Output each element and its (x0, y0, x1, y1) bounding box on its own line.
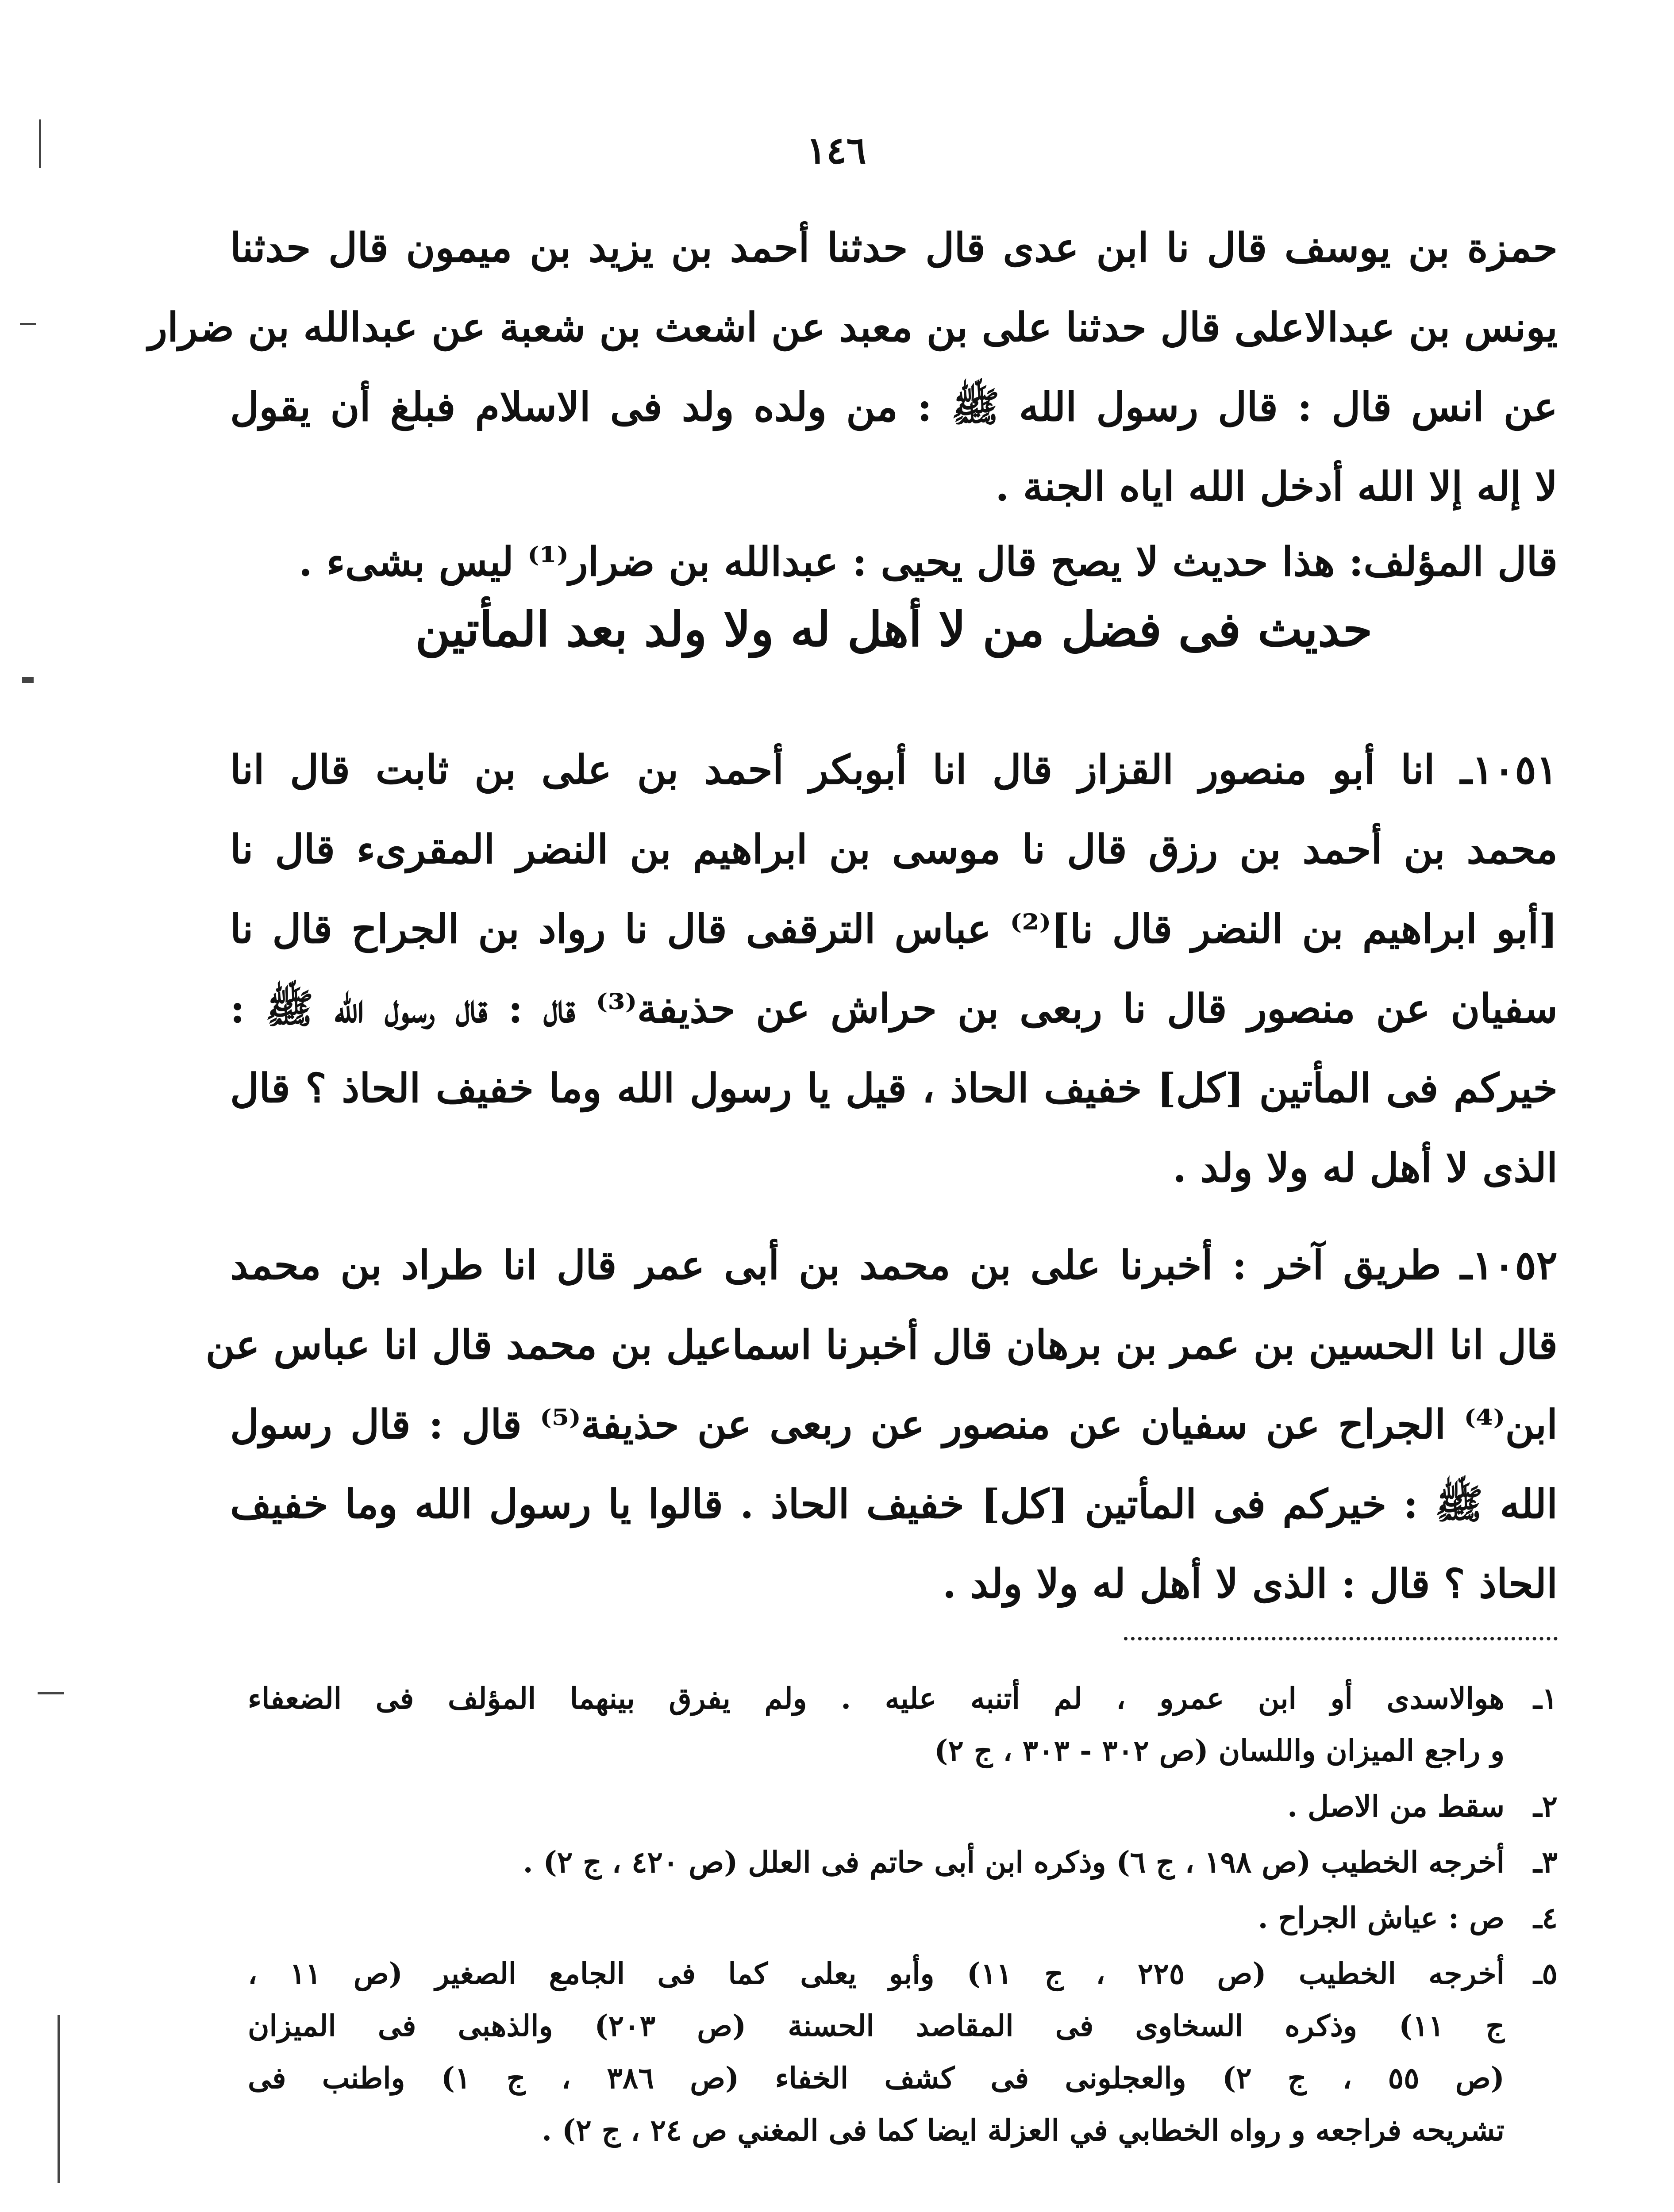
hadith-line: ابن⁽⁴⁾ الجراح عن سفيان عن منصور عن ربعى عن حذيفة⁽⁵⁾ قال : قال رسول (230, 1401, 1558, 1448)
page-number: ١٤٦ (806, 128, 866, 172)
footnote-line: هوالاسدى أو ابن عمرو ، لم أتنبه عليه . ولم يفرق بينهما المؤلف فى الضعفاء (248, 1681, 1505, 1716)
footnote-number: ٥ـ (1533, 1956, 1558, 1991)
author-comment (230, 522, 1558, 602)
footnote-line: تشريحه فراجعه و رواه الخطابي في العزلة ايضا كما فى المغني ص ٢٤ ، ج ٢) . (542, 2113, 1505, 2147)
footnote-number: ٣ـ (1533, 1845, 1558, 1879)
footnote-body (248, 1836, 1505, 1888)
footnote-line: ج ١١) وذكره السخاوى فى المقاصد الحسنة (ص ٢٠٣) والذهبى فى الميزان (248, 2008, 1505, 2043)
paragraph-line: حمزة بن يوسف قال نا ابن عدى قال حدثنا أحمد بن يزيد بن ميمون قال حدثنا (230, 224, 1558, 271)
footnotes (248, 1672, 1558, 2160)
footnote-body (248, 1780, 1505, 1832)
section-heading: حديث فى فضل من لا أهل له ولا ولد بعد المأتين (415, 602, 1373, 657)
hadith-line: سفيان عن منصور قال نا ربعى بن حراش عن حذيفة⁽³⁾ قال : قال رسول الله ﷺ : (230, 985, 1558, 1032)
hadith-line: ١٠٥٢ـ طريق آخر : أخبرنا على بن محمد بن أبى عمر قال انا طراد بن محمد (230, 1242, 1558, 1289)
left-margin-tick-3 (38, 1692, 64, 1694)
left-margin-tick-2 (22, 677, 34, 683)
paragraph-line: لا إله إلا الله أدخل الله اياه الجنة . (995, 463, 1558, 510)
hadith-1051 (230, 730, 1558, 1208)
left-margin-tick-1 (20, 323, 36, 325)
hadith-line: محمد بن أحمد بن رزق قال نا موسى بن ابراهيم بن النضر المقرىء قال نا (230, 826, 1558, 873)
footnote-line: أخرجه الخطيب (ص ١٩٨ ، ج ٦) وذكره ابن أبى حاتم فى العلل (ص ٤٢٠ ، ج ٢) . (523, 1845, 1505, 1879)
footnote-line: و راجع الميزان واللسان (ص ٣٠٢ - ٣٠٣ ، ج ٢) (934, 1733, 1505, 1768)
hadith-line: خيركم فى المأتين [كل] خفيف الحاذ ، قيل يا رسول الله وما خفيف الحاذ ؟ قال (230, 1065, 1558, 1112)
left-margin-rule-top (39, 119, 41, 168)
paragraph-line: عن انس قال : قال رسول الله ﷺ : من ولده ولد فى الاسلام فبلغ أن يقول (230, 384, 1558, 430)
hadith-line: الله ﷺ : خيركم فى المأتين [كل] خفيف الحاذ . قالوا يا رسول الله وما خفيف (230, 1481, 1558, 1528)
hadith-1052 (205, 1225, 1558, 1624)
footnote-number: ٢ـ (1533, 1789, 1558, 1824)
footnote-number: ١ـ (1533, 1681, 1558, 1716)
footnote-separator (1124, 1637, 1558, 1640)
footnote-4 (248, 1892, 1558, 1944)
hadith-line: قال انا الحسين بن عمر بن برهان قال أخبرنا اسماعيل بن محمد قال انا عباس عن (205, 1321, 1558, 1368)
footnote-body (248, 1672, 1505, 1777)
left-margin-rule-bottom (58, 2015, 60, 2183)
footnote-number: ٤ـ (1533, 1901, 1558, 1935)
footnote-line: ص : عياش الجراح . (1258, 1901, 1505, 1935)
hadith-line: [أبو ابراهيم بن النضر قال نا]⁽²⁾ عباس الترقفى قال نا رواد بن الجراح قال نا (230, 906, 1558, 952)
hadith-line: الذى لا أهل له ولا ولد . (1173, 1144, 1558, 1191)
footnote-2 (248, 1780, 1558, 1832)
footnote-1 (248, 1672, 1558, 1777)
footnote-line: أخرجه الخطيب (ص ٢٢٥ ، ج ١١) وأبو يعلى كما فى الجامع الصغير (ص ١١ ، (248, 1956, 1505, 1991)
author-comment-line: قال المؤلف: هذا حديث لا يصح قال يحيى : عبدالله بن ضرار⁽¹⁾ ليس بشىء . (298, 538, 1558, 585)
paragraph-line: يونس بن عبدالاعلى قال حدثنا على بن معبد عن اشعث بن شعبة عن عبدالله بن ضرار (148, 304, 1558, 351)
footnote-body (248, 1947, 1505, 2156)
footnote-3 (248, 1836, 1558, 1888)
footnote-5 (248, 1947, 1558, 2156)
footnote-line: سقط من الاصل . (1287, 1789, 1505, 1824)
hadith-line: الحاذ ؟ قال : الذى لا أهل له ولا ولد . (942, 1560, 1558, 1607)
footnote-line: (ص ٥٥ ، ج ٢) والعجلونى فى كشف الخفاء (ص ٣٨٦ ، ج ١) واطنب فى (248, 2061, 1505, 2095)
hadith-line: ١٠٥١ـ انا أبو منصور القزاز قال انا أبوبكر أحمد بن على بن ثابت قال انا (230, 746, 1558, 793)
footnote-body (248, 1892, 1505, 1944)
opening-paragraph (148, 208, 1558, 526)
